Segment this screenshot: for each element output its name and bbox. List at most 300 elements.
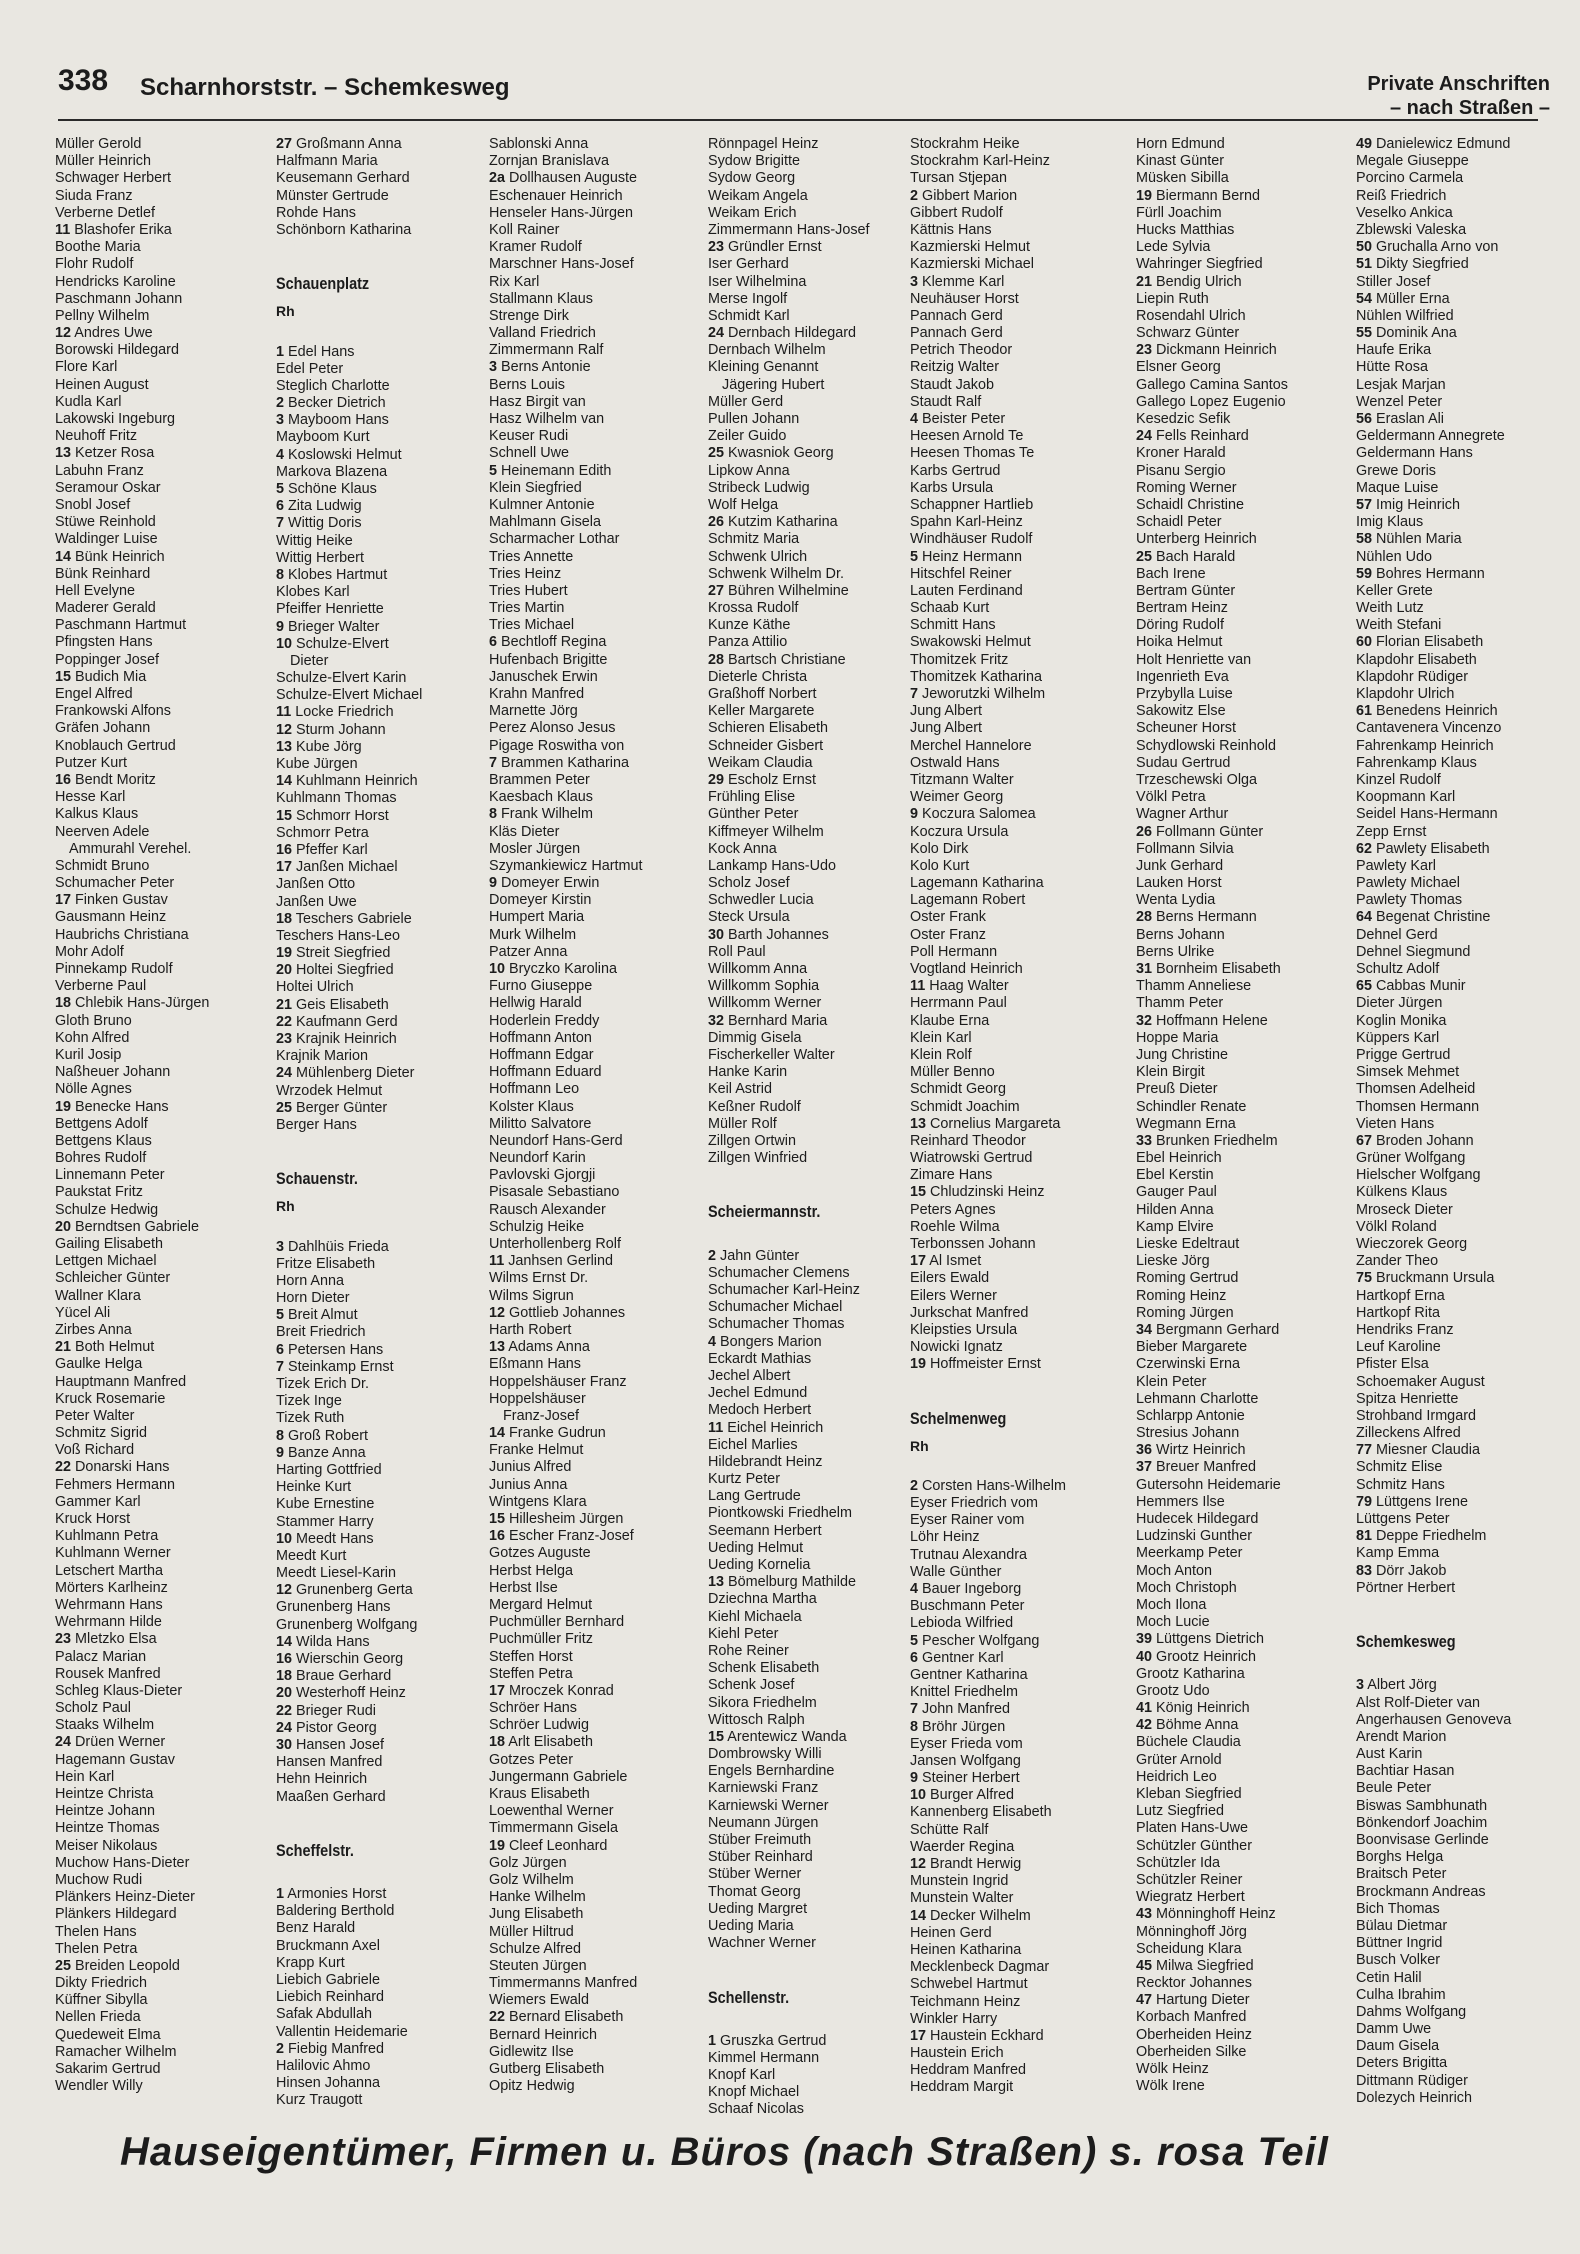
resident-entry: Grunenberg Wolfgang <box>276 1616 418 1633</box>
resident-entry: 16 Escher Franz-Josef <box>489 1528 634 1545</box>
resident-entry: Klein Karl <box>910 1029 972 1046</box>
resident-entry: Fahrenkamp Klaus <box>1356 754 1477 771</box>
resident-entry: 7 Steinkamp Ernst <box>276 1358 394 1375</box>
resident-entry: Zirbes Anna <box>55 1321 132 1338</box>
resident-entry: Gloth Bruno <box>55 1012 132 1029</box>
resident-entry: Sablonski Anna <box>489 136 589 152</box>
resident-entry: 19 Benecke Hans <box>55 1098 169 1115</box>
resident-entry: Dernbach Wilhelm <box>708 342 826 359</box>
resident-entry: 10 Bryczko Karolina <box>489 961 617 977</box>
resident-entry: Gotzes Peter <box>489 1751 573 1768</box>
house-number: 61 <box>1356 703 1373 720</box>
resident-entry: Bohres Rudolf <box>55 1150 147 1167</box>
resident-entry: Bünk Reinhard <box>55 565 151 582</box>
resident-entry: 14 Bünk Heinrich <box>55 548 165 565</box>
resident-entry: Herbst Ilse <box>489 1579 558 1596</box>
resident-entry: Hitschfel Reiner <box>910 565 1012 582</box>
spacer <box>276 1806 481 1823</box>
resident-entry: Medoch Herbert <box>708 1402 812 1419</box>
resident-entry: 10 Meedt Hans <box>276 1530 374 1547</box>
resident-entry: Nellen Frieda <box>55 2009 141 2026</box>
resident-entry: Schaaf Nicolas <box>708 2101 804 2118</box>
section-label-line2: – nach Straßen – <box>1389 97 1550 119</box>
resident-entry: Kamp Emma <box>1356 1545 1440 1562</box>
resident-entry: 3 Mayboom Hans <box>276 412 389 429</box>
resident-entry: Marnette Jörg <box>489 703 578 720</box>
resident-entry: Hell Evelyne <box>55 582 135 599</box>
resident-entry: Kroner Harald <box>1136 445 1226 462</box>
resident-entry: 15 Schmorr Horst <box>276 807 389 824</box>
resident-entry: Fehmers Hermann <box>55 1476 175 1493</box>
resident-entry: 18 Chlebik Hans-Jürgen <box>55 995 210 1012</box>
resident-entry: Frühling Elise <box>708 789 796 806</box>
resident-entry: Schulze Alfred <box>489 1940 581 1957</box>
spacer <box>1356 1660 1561 1677</box>
resident-entry: 5 Schöne Klaus <box>276 481 377 497</box>
resident-entry: Junius Alfred <box>489 1459 572 1476</box>
resident-entry: 56 Eraslan Ali <box>1356 411 1445 427</box>
resident-entry: Hein Karl <box>55 1768 115 1785</box>
resident-entry: Dombrowsky Willi <box>708 1746 822 1763</box>
resident-entry: Lebioda Wilfried <box>910 1615 1014 1632</box>
resident-entry: Yücel Ali <box>55 1304 111 1321</box>
resident-entry: Schützler Reiner <box>1136 1871 1243 1888</box>
house-number: 75 <box>1356 1270 1373 1287</box>
resident-entry: Pullen Johann <box>708 411 800 427</box>
resident-entry: 2 Jahn Günter <box>708 1247 800 1264</box>
resident-entry: Wittosch Ralph <box>708 1711 805 1728</box>
resident-entry: Pawlety Karl <box>1356 857 1436 874</box>
resident-entry: Busch Volker <box>1356 1952 1440 1969</box>
resident-entry: Jechel Edmund <box>708 1385 808 1402</box>
resident-entry: Moch Ilona <box>1136 1596 1207 1613</box>
resident-entry: 27 Großmann Anna <box>276 136 402 152</box>
resident-entry: Knoblauch Gertrud <box>55 737 176 754</box>
resident-entry: Hemmers Ilse <box>1136 1493 1225 1510</box>
resident-entry: Halilovic Ahmo <box>276 2057 371 2074</box>
section-label-line1: Private Anschriften <box>1367 73 1550 95</box>
resident-entry: Dieter <box>290 652 329 669</box>
resident-entry: Cantavenera Vincenzo <box>1356 720 1502 737</box>
resident-entry: Gutberg Elisabeth <box>489 2061 605 2077</box>
resident-entry: Kurz Traugott <box>276 2092 363 2109</box>
column-5 <box>910 136 1115 2097</box>
resident-entry: Kinast Günter <box>1136 153 1224 170</box>
resident-entry: Rix Karl <box>489 273 540 290</box>
house-number: 12 <box>489 1304 506 1321</box>
resident-entry: Teschers Hans-Leo <box>276 927 400 944</box>
house-number: 22 <box>276 1013 293 1030</box>
resident-entry: Klein Birgit <box>1136 1064 1205 1081</box>
resident-entry: Kohn Alfred <box>55 1029 130 1046</box>
resident-entry: Gotzes Auguste <box>489 1545 591 1562</box>
resident-entry: 20 Holtei Siegfried <box>276 962 394 979</box>
resident-entry: Szymankiewicz Hartmut <box>489 857 643 874</box>
resident-entry: Zeiler Guido <box>708 428 787 445</box>
resident-entry: Schmitz Hans <box>1356 1476 1445 1493</box>
resident-entry: Zander Theo <box>1356 1253 1439 1270</box>
resident-entry: Löhr Heinz <box>910 1529 980 1546</box>
resident-entry: 13 Kube Jörg <box>276 738 362 755</box>
resident-entry: Hoppelshäuser <box>489 1390 586 1407</box>
house-number: 24 <box>708 325 725 342</box>
resident-entry: Schmidt Georg <box>910 1081 1006 1098</box>
resident-entry: Willkomm Sophia <box>708 978 820 995</box>
resident-entry: Arendt Marion <box>1356 1728 1447 1745</box>
resident-entry: Jansen Wolfgang <box>910 1752 1021 1769</box>
resident-entry: Ingenrieth Eva <box>1136 668 1229 685</box>
house-number: 15 <box>276 807 293 824</box>
resident-entry: 4 Koslowski Helmut <box>276 446 402 463</box>
resident-entry: 21 Geis Elisabeth <box>276 996 389 1013</box>
resident-entry: Poppinger Josef <box>55 651 160 668</box>
resident-entry: Meiser Nikolaus <box>55 1837 158 1854</box>
house-number: 3 <box>489 359 498 376</box>
resident-entry: Bertram Heinz <box>1136 600 1228 617</box>
resident-entry: Schenk Josef <box>708 1677 795 1694</box>
resident-entry: Linnemann Peter <box>55 1167 165 1184</box>
resident-entry: Wilms Sigrun <box>489 1287 574 1304</box>
resident-entry: 3 Berns Antonie <box>489 359 591 376</box>
resident-entry: Eckardt Mathias <box>708 1350 812 1367</box>
house-number: 9 <box>276 618 285 635</box>
resident-entry: Letschert Martha <box>55 1562 163 1579</box>
house-number: 13 <box>489 1339 506 1356</box>
resident-entry: Dittmann Rüdiger <box>1356 2072 1468 2089</box>
house-number: 19 <box>1136 187 1153 204</box>
resident-entry: Gutersohn Heidemarie <box>1136 1476 1281 1493</box>
street-heading: Schellenstr. <box>708 1987 790 2007</box>
resident-entry: Sakarim Gertrud <box>55 2061 161 2077</box>
resident-entry: Schneider Gisbert <box>708 737 824 754</box>
resident-entry: 13 Cornelius Margareta <box>910 1115 1061 1132</box>
resident-entry: Schulze-Elvert Karin <box>276 670 407 687</box>
resident-entry: Mergard Helmut <box>489 1596 593 1613</box>
resident-entry: Pörtner Herbert <box>1356 1579 1456 1596</box>
resident-entry: Culha Ibrahim <box>1356 1986 1446 2003</box>
resident-entry: Heinen Katharina <box>910 1941 1022 1958</box>
resident-entry: 6 Zita Ludwig <box>276 498 362 515</box>
resident-entry: Kuril Josip <box>55 1046 122 1063</box>
resident-entry: 26 Follmann Günter <box>1136 823 1264 840</box>
resident-entry: 28 Bartsch Christiane <box>708 651 846 668</box>
resident-entry: Klapdohr Elisabeth <box>1356 651 1477 668</box>
resident-entry: Leuf Karoline <box>1356 1339 1441 1356</box>
house-number: 24 <box>276 1065 293 1082</box>
resident-entry: 23 Mletzko Elsa <box>55 1631 157 1648</box>
resident-entry: 17 Finken Gustav <box>55 892 168 909</box>
resident-entry: Tizek Inge <box>276 1393 342 1410</box>
resident-entry: 25 Berger Günter <box>276 1099 388 1116</box>
resident-entry: 9 Steiner Herbert <box>910 1770 1020 1787</box>
resident-entry: Staaks Wilhelm <box>55 1717 155 1734</box>
street-heading: Schauenplatz <box>276 274 370 294</box>
resident-entry: Angerhausen Genoveva <box>1356 1711 1512 1728</box>
house-number: 49 <box>1356 136 1373 152</box>
house-number: 50 <box>1356 239 1373 256</box>
house-number: 42 <box>1136 1717 1153 1734</box>
resident-entry: Hasz Wilhelm van <box>489 411 605 427</box>
house-number: 14 <box>910 1907 927 1924</box>
resident-entry: Meedt Kurt <box>276 1547 347 1564</box>
resident-entry: Neundorf Karin <box>489 1150 586 1167</box>
resident-entry: Karbs Ursula <box>910 479 994 496</box>
resident-entry: Kimmel Hermann <box>708 2049 820 2066</box>
resident-entry: Klein Rolf <box>910 1046 972 1063</box>
resident-entry: Hudecek Hildegard <box>1136 1511 1259 1527</box>
resident-entry: Fritze Elisabeth <box>276 1255 376 1272</box>
resident-entry: Heddram Manfred <box>910 2062 1026 2079</box>
resident-entry: 1 Gruszka Gertrud <box>708 2032 827 2049</box>
resident-entry: Scholz Paul <box>55 1700 131 1717</box>
resident-entry: Wiemers Ewald <box>489 1992 589 2009</box>
resident-entry: Kulmner Antonie <box>489 496 595 513</box>
resident-entry: Külkens Klaus <box>1356 1184 1448 1201</box>
resident-entry: Perez Alonso Jesus <box>489 720 616 737</box>
resident-entry: Furno Giuseppe <box>489 978 593 995</box>
resident-entry: Gauger Paul <box>1136 1184 1217 1201</box>
resident-entry: Stüwe Reinhold <box>55 514 156 531</box>
resident-entry: Valland Friedrich <box>489 325 596 342</box>
resident-entry: Kättnis Hans <box>910 221 992 238</box>
resident-entry: Muchow Rudi <box>55 1871 143 1888</box>
resident-entry: Henseler Hans-Jürgen <box>489 204 633 221</box>
resident-entry: Heinen August <box>55 376 149 393</box>
resident-entry: Jung Albert <box>910 720 983 737</box>
resident-entry: Rousek Manfred <box>55 1665 161 1682</box>
resident-entry: Knopf Michael <box>708 2084 800 2101</box>
resident-entry: Berns Ulrike <box>1136 943 1215 960</box>
house-number: 1 <box>708 2032 717 2049</box>
resident-entry: Ueding Kornelia <box>708 1557 811 1573</box>
resident-entry: Kiffmeyer Wilhelm <box>708 823 824 840</box>
resident-entry: Biswas Sambhunath <box>1356 1797 1488 1814</box>
resident-entry: Hauptmann Manfred <box>55 1373 187 1390</box>
resident-entry: Schmidt Karl <box>708 307 790 324</box>
resident-entry: Gallego Lopez Eugenio <box>1136 393 1286 410</box>
resident-entry: Maderer Gerald <box>55 600 156 617</box>
house-number: 2 <box>276 2040 285 2057</box>
house-number: 17 <box>910 2027 927 2044</box>
resident-entry: Mohr Adolf <box>55 943 124 960</box>
resident-entry: Berger Hans <box>276 1116 357 1133</box>
resident-entry: Bach Irene <box>1136 565 1206 582</box>
house-number: 23 <box>1136 342 1153 359</box>
resident-entry: Zblewski Valeska <box>1356 221 1467 238</box>
house-number: 21 <box>55 1339 72 1356</box>
resident-entry: Rausch Alexander <box>489 1201 606 1218</box>
resident-entry: 24 Dernbach Hildegard <box>708 325 857 342</box>
street-heading: Schauenstr. <box>276 1169 358 1189</box>
house-number: 5 <box>276 1307 285 1324</box>
resident-entry: Tursan Stjepan <box>910 170 1008 187</box>
resident-entry: 43 Mönninghoff Heinz <box>1136 1906 1276 1923</box>
resident-entry: Moch Lucie <box>1136 1614 1210 1631</box>
resident-entry: 5 Heinemann Edith <box>489 462 612 479</box>
resident-entry: Czerwinski Erna <box>1136 1356 1240 1373</box>
resident-entry: Moch Christoph <box>1136 1579 1237 1596</box>
resident-entry: Zimare Hans <box>910 1167 993 1184</box>
resident-entry: Mecklenbeck Dagmar <box>910 1959 1050 1976</box>
resident-entry: Snobl Josef <box>55 496 131 513</box>
resident-entry: Golz Jürgen <box>489 1854 567 1871</box>
resident-entry: 5 Heinz Hermann <box>910 548 1022 565</box>
resident-entry: 16 Pfeffer Karl <box>276 841 368 858</box>
resident-entry: Gidlewitz Ilse <box>489 2043 574 2060</box>
resident-entry: Schwedler Lucia <box>708 892 814 909</box>
resident-entry: Iser Gerhard <box>708 256 789 273</box>
house-number: 2 <box>910 187 919 204</box>
resident-entry: Zimmermann Ralf <box>489 342 604 359</box>
resident-entry: Markova Blazena <box>276 463 388 480</box>
resident-entry: Pannach Gerd <box>910 307 1003 324</box>
resident-entry: Kinzel Rudolf <box>1356 771 1441 788</box>
resident-entry: Liebich Reinhard <box>276 1989 385 2006</box>
column-1 <box>55 136 260 2095</box>
house-number: 4 <box>910 1581 919 1597</box>
resident-entry: 6 Petersen Hans <box>276 1341 384 1358</box>
resident-entry: Prigge Gertrud <box>1356 1046 1451 1063</box>
house-number: 19 <box>910 1356 927 1373</box>
resident-entry: Schaidl Christine <box>1136 496 1244 513</box>
resident-entry: Munstein Ingrid <box>910 1873 1009 1890</box>
resident-entry: Schieren Elisabeth <box>708 720 828 737</box>
resident-entry: Klein Peter <box>1136 1373 1207 1390</box>
resident-entry: Hucks Matthias <box>1136 221 1235 238</box>
house-number: 64 <box>1356 909 1373 926</box>
house-number: 10 <box>276 635 293 652</box>
house-number: 9 <box>489 875 498 892</box>
resident-entry: Weith Stefani <box>1356 617 1442 634</box>
resident-entry: Wehrmann Hans <box>55 1596 163 1613</box>
resident-entry: Koll Rainer <box>489 221 560 238</box>
house-number: 12 <box>55 325 72 342</box>
resident-entry: Klein Siegfried <box>489 479 582 496</box>
house-number: 15 <box>55 668 72 685</box>
resident-entry: Golz Wilhelm <box>489 1871 574 1888</box>
spacer <box>708 1167 913 1184</box>
resident-entry: Flohr Rudolf <box>55 256 134 273</box>
resident-entry: Hesse Karl <box>55 789 126 806</box>
spacer <box>276 1869 481 1886</box>
resident-entry: Braitsch Peter <box>1356 1866 1447 1883</box>
house-number: 33 <box>1136 1132 1153 1149</box>
resident-entry: 58 Nühlen Maria <box>1356 531 1462 548</box>
resident-entry: Franz-Josef <box>503 1407 579 1424</box>
resident-entry: Roming Gertrud <box>1136 1270 1239 1287</box>
resident-entry: Hilden Anna <box>1136 1201 1214 1218</box>
house-number: 17 <box>276 859 293 876</box>
resident-entry: Borghs Helga <box>1356 1849 1444 1866</box>
resident-entry: Brockmann Andreas <box>1356 1883 1486 1900</box>
resident-entry: Jung Elisabeth <box>489 1906 584 1923</box>
house-number: 20 <box>276 962 293 979</box>
house-number: 81 <box>1356 1528 1373 1545</box>
resident-entry: 23 Krajnik Heinrich <box>276 1031 397 1047</box>
resident-entry: Terbonssen Johann <box>910 1236 1036 1252</box>
resident-entry: Eichel Marlies <box>708 1436 798 1453</box>
resident-entry: Wahringer Siegfried <box>1136 256 1263 273</box>
resident-entry: Merse Ingolf <box>708 290 788 307</box>
house-number: 20 <box>55 1218 72 1235</box>
resident-entry: Plänkers Hildegard <box>55 1906 177 1923</box>
resident-entry: Kazmierski Michael <box>910 256 1034 273</box>
resident-entry: Karniewski Werner <box>708 1797 829 1814</box>
resident-entry: 8 Frank Wilhelm <box>489 806 593 823</box>
resident-entry: Müller Hiltrud <box>489 1923 574 1940</box>
house-number: 6 <box>276 498 285 515</box>
resident-entry: Kruck Rosemarie <box>55 1390 166 1407</box>
resident-entry: Heinke Kurt <box>276 1479 352 1496</box>
house-number: 22 <box>55 1459 72 1476</box>
resident-entry: Heinen Gerd <box>910 1924 992 1941</box>
resident-entry: Steck Ursula <box>708 909 790 926</box>
house-number: 19 <box>55 1098 72 1115</box>
resident-entry: Müller Gerold <box>55 136 142 152</box>
resident-entry: Stallmann Klaus <box>489 290 593 307</box>
column-4 <box>708 136 913 2119</box>
resident-entry: Grüter Arnold <box>1136 1751 1222 1768</box>
resident-entry: Pinnekamp Rudolf <box>55 961 173 977</box>
resident-entry: 7 John Manfred <box>910 1701 1011 1718</box>
street-range: Scharnhorststr. – Schemkesweg <box>140 74 510 101</box>
resident-entry: Keller Margarete <box>708 703 815 720</box>
resident-entry: Gausmann Heinz <box>55 909 167 926</box>
resident-entry: Hendricks Karoline <box>55 273 176 290</box>
resident-entry: Stiller Josef <box>1356 273 1431 290</box>
resident-entry: Puchmüller Fritz <box>489 1631 593 1648</box>
resident-entry: Grootz Katharina <box>1136 1665 1245 1682</box>
resident-entry: Trutnau Alexandra <box>910 1546 1028 1563</box>
resident-entry: 25 Breiden Leopold <box>55 1957 180 1974</box>
resident-entry: Roming Heinz <box>1136 1287 1227 1304</box>
resident-entry: Wachner Werner <box>708 1935 816 1952</box>
house-number: 55 <box>1356 325 1373 342</box>
column-7 <box>1356 136 1561 2107</box>
house-number: 8 <box>276 566 285 583</box>
resident-entry: Flore Karl <box>55 359 118 376</box>
resident-entry: Pawlety Thomas <box>1356 892 1463 909</box>
resident-entry: Kube Ernestine <box>276 1496 375 1513</box>
resident-entry: Eyser Friedrich vom <box>910 1495 1038 1512</box>
resident-entry: Pisanu Sergio <box>1136 462 1226 479</box>
house-number: 47 <box>1136 1992 1153 2009</box>
resident-entry: Thomsen Hermann <box>1356 1098 1480 1115</box>
resident-entry: Wittig Herbert <box>276 549 364 566</box>
resident-entry: Schwebel Hartmut <box>910 1976 1028 1993</box>
resident-entry: Hehn Heinrich <box>276 1771 368 1788</box>
resident-entry: Schumacher Karl-Heinz <box>708 1282 860 1298</box>
resident-entry: Schultz Adolf <box>1356 961 1440 977</box>
resident-entry: 23 Gründler Ernst <box>708 239 822 256</box>
resident-entry: Schumacher Michael <box>708 1299 843 1316</box>
resident-entry: Tizek Erich Dr. <box>276 1376 370 1392</box>
resident-entry: Schappner Hartlieb <box>910 496 1034 513</box>
resident-entry: 22 Kaufmann Gerd <box>276 1013 398 1030</box>
resident-entry: Mörters Karlheinz <box>55 1579 168 1596</box>
house-number: 36 <box>1136 1442 1153 1459</box>
resident-entry: 45 Milwa Siegfried <box>1136 1957 1254 1974</box>
house-number: 3 <box>1356 1677 1365 1694</box>
resident-entry: Döring Rudolf <box>1136 617 1224 634</box>
resident-entry: Bernard Heinrich <box>489 2026 597 2043</box>
resident-entry: Thelen Hans <box>55 1923 137 1940</box>
house-number: 34 <box>1136 1321 1153 1338</box>
house-number: 14 <box>55 548 72 565</box>
resident-entry: 7 Brammen Katharina <box>489 754 629 771</box>
resident-entry: Schmitz Elise <box>1356 1459 1443 1476</box>
house-number: 60 <box>1356 634 1373 651</box>
